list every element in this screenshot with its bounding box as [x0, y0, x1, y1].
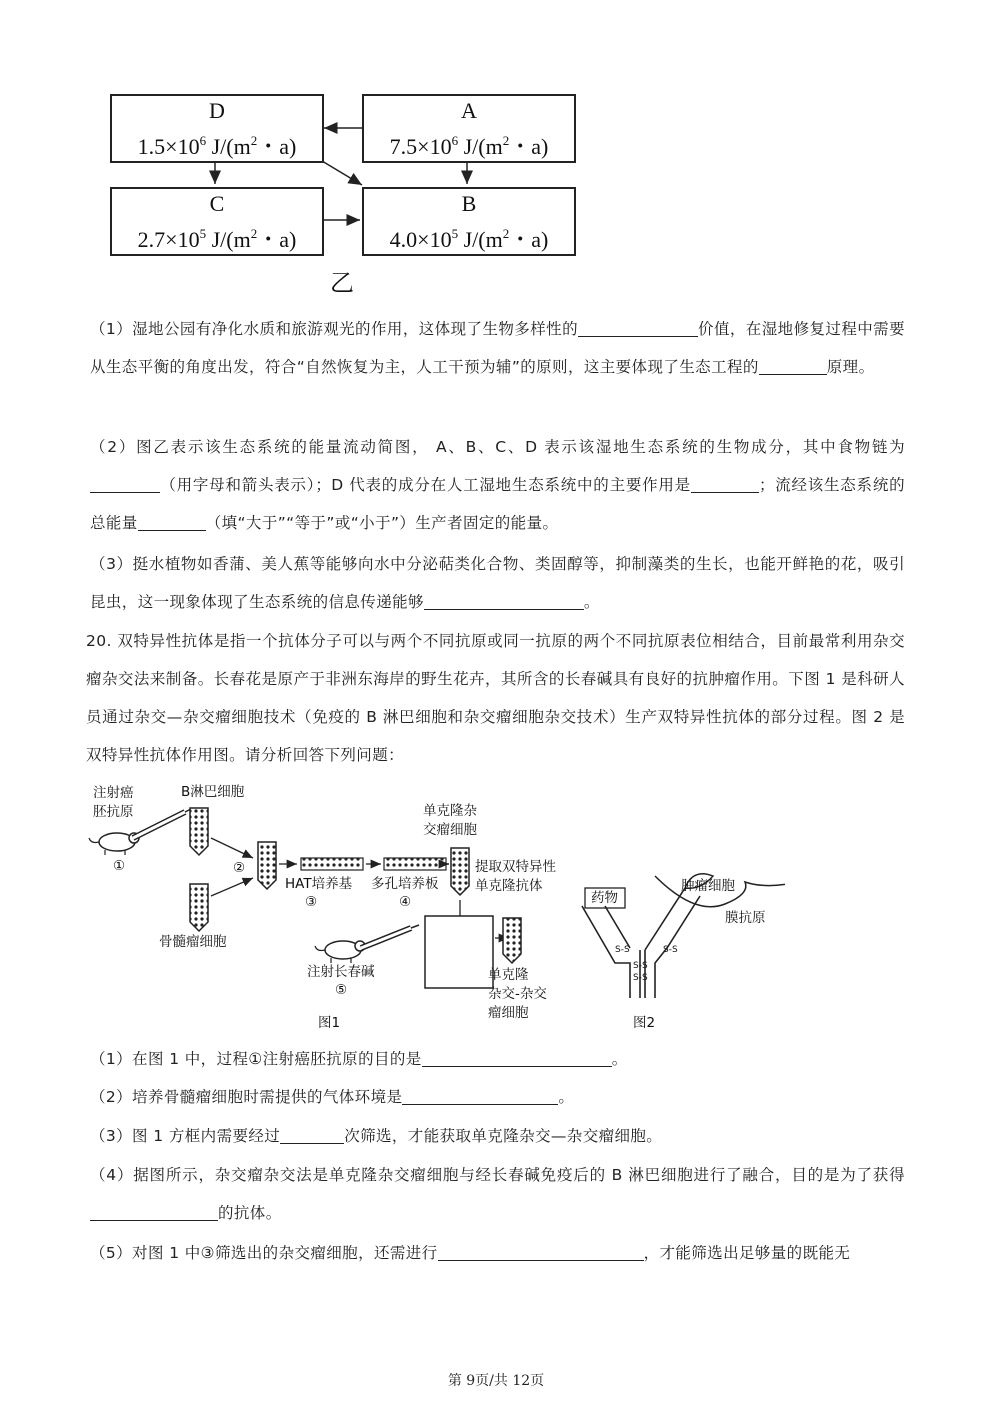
q20-part5: （5）对图 1 中③筛选出的杂交瘤细胞，还需进行 ，才能筛选出足够量的既能无: [90, 1244, 851, 1262]
answer-blank[interactable]: [402, 1086, 558, 1105]
q20-part4: （4）据图所示，杂交瘤杂交法是单克隆杂交瘤细胞与经长春碱免疫后的 B 淋巴细胞进行了融合，目的是为了获得的抗体。: [90, 1166, 905, 1222]
tube-final: [503, 918, 521, 963]
box-c-name: C: [209, 191, 225, 216]
label-hat: HAT培养基: [285, 876, 353, 892]
syringe-icon: [361, 925, 419, 948]
answer-blank[interactable]: [138, 512, 206, 531]
q19-part3: （3）挺水植物如香蒲、美人蕉等能够向水中分泌萜类化合物、类固醇等，抑制藻类的生长，也能开鲜艳的花，吸引昆虫，这一现象体现了生态系统的信息传递能够 。: [90, 555, 905, 611]
arrow-d-to-b: [322, 161, 362, 185]
label-n4: ④: [399, 894, 412, 910]
box-b-name: B: [461, 191, 477, 216]
q20-part3: （3）图 1 方框内需要经过 次筛选，才能获取单克隆杂交—杂交瘤细胞。: [90, 1127, 663, 1145]
label-n1: ①: [113, 858, 126, 874]
page-footer: 第 9页/共 12页: [447, 1373, 545, 1389]
mouse-icon: [89, 833, 139, 855]
label-membrane-antigen: 膜抗原: [725, 910, 766, 926]
label-multiwell: 多孔培养板: [371, 876, 439, 892]
box-a: [362, 94, 576, 163]
tube-mono-hybridoma: [451, 848, 469, 895]
q19-part2: （2）图乙表示该生态系统的能量流动简图， A、B、C、D 表示该湿地生态系统的生物成分，其中食物链为（用字母和箭头表示）；D 代表的成分在人工湿地生态系统中的主要作用是 ；流经该生态系统的总能量 （填“大于”“等于”或“小于”）生产者固定的能量。: [90, 438, 905, 532]
figure-caption-yi: 乙: [330, 269, 354, 297]
label-b-cell: B淋巴细胞: [181, 784, 245, 800]
answer-blank[interactable]: [759, 356, 827, 375]
label-inject-antigen: 注射癌 胚抗原: [93, 785, 134, 820]
q20-part2: （2）培养骨髓瘤细胞时需提供的气体环境是 。: [90, 1088, 575, 1106]
label-drug: 药物: [591, 890, 618, 906]
answer-blank[interactable]: [422, 1048, 612, 1067]
box-b-value: $4.0\times 10^5$ $J/(m^2$・a): [389, 226, 549, 252]
q19-part1: （1）湿地公园有净化水质和旅游观光的作用，这体现了生物多样性的 价值，在湿地修复过程中需要从生态平衡的角度出发，符合“自然恢复为主，人工干预为辅”的原则，这主要体现了生态工程的 原理。: [90, 320, 906, 376]
q20-intro: 20. 双特异性抗体是指一个抗体分子可以与两个不同抗原或同一抗原的两个不同抗原表位相结合，目前最常利用杂交瘤杂交法来制备。长春花是原产于非洲东海岸的野生花卉，其所含的长春碱具有良好的抗肿瘤作用。下图 1 是科研人员通过杂交—杂交瘤细胞技术（免疫的 B 淋巴细胞和杂交瘤细胞杂交技术）生产双特异性抗体的部分过程。图 2 是双特异性抗体作用图。请分析回答下列问题：: [86, 632, 905, 764]
figure-1-and-2: [85, 778, 785, 1038]
screening-box: [425, 916, 493, 988]
label-myeloma: 骨髓瘤细胞: [159, 934, 227, 950]
energy-flow-diagram: [110, 92, 580, 292]
box-a-name: A: [461, 98, 477, 123]
answer-blank[interactable]: [90, 474, 160, 493]
tube-fusion: [258, 842, 276, 889]
answer-blank[interactable]: [280, 1125, 344, 1144]
label-inject-vinblastine: 注射长春碱: [307, 964, 375, 980]
box-c: [110, 187, 324, 256]
label-n3: ③: [305, 894, 318, 910]
label-ss-left: S-S: [615, 945, 630, 955]
label-fig2: 图2: [633, 1015, 656, 1031]
mouse-icon: [315, 941, 365, 963]
tube-b-cells: [190, 808, 208, 855]
label-n5: ⑤: [335, 982, 348, 998]
label-extract: 提取双特异性 单克隆抗体: [475, 859, 556, 894]
syringe-icon: [133, 808, 193, 838]
answer-blank[interactable]: [578, 318, 698, 337]
label-fig1: 图1: [318, 1015, 341, 1031]
label-n2: ②: [233, 860, 246, 876]
box-c-value: $2.7\times 10^5$ $J/(m^2$・a): [137, 226, 297, 252]
label-ss-mid2: S-S: [633, 973, 648, 983]
label-tumor-cell: 肿瘤细胞: [681, 878, 735, 894]
label-mono-hybrid-hybridoma: 单克隆 杂交-杂交 瘤细胞: [488, 967, 547, 1021]
box-d-value: $1.5\times 10^6$ $J/(m^2$・a): [137, 133, 297, 159]
multiwell-plate: [384, 858, 446, 870]
box-a-value: $7.5\times 10^6$ $J/(m^2$・a): [389, 133, 549, 159]
answer-blank[interactable]: [90, 1202, 218, 1221]
answer-blank[interactable]: [691, 474, 759, 493]
answer-blank[interactable]: [438, 1242, 644, 1261]
answer-blank[interactable]: [424, 591, 584, 610]
q20-part1: （1）在图 1 中，过程①注射癌胚抗原的目的是 。: [90, 1050, 628, 1068]
label-ss-mid1: S-S: [633, 961, 648, 971]
box-d: [110, 94, 324, 163]
box-d-name: D: [209, 98, 225, 123]
box-b: [362, 187, 576, 256]
hat-plate: [301, 858, 363, 870]
label-ss-right: S-S: [663, 945, 678, 955]
label-mono-hybridoma: 单克隆杂 交瘤细胞: [423, 803, 477, 838]
tube-myeloma: [190, 884, 208, 931]
